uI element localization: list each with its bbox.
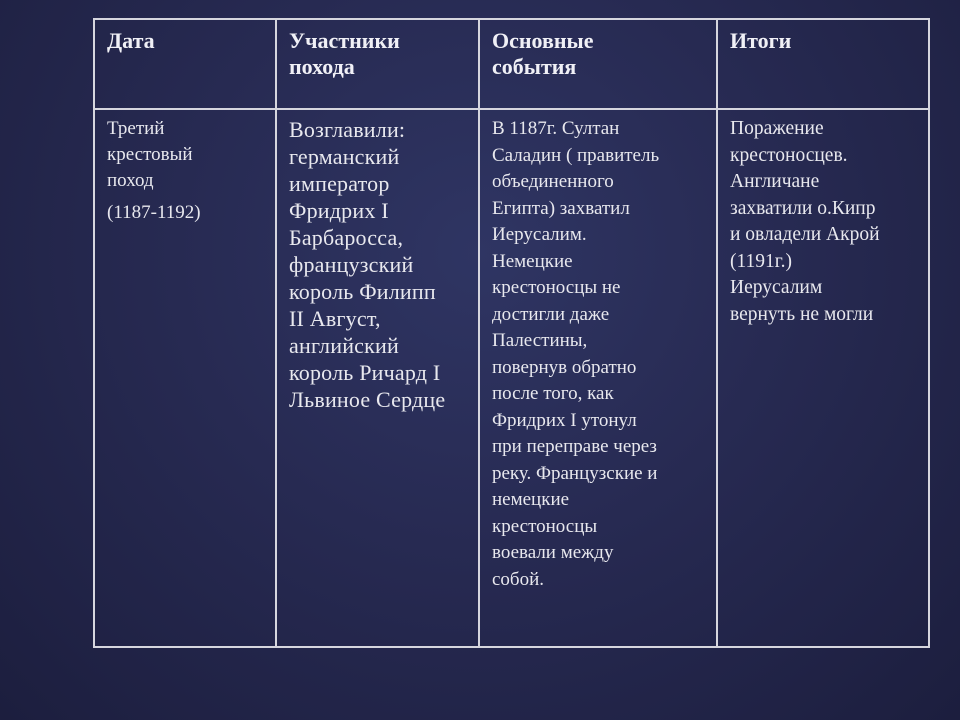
table-row xyxy=(94,109,929,647)
events-line: немецкие xyxy=(492,489,570,510)
events-line: Египта) захватил xyxy=(492,197,630,219)
events-line: воевали между xyxy=(492,542,614,563)
results-line: Иерусалим xyxy=(730,277,823,298)
crusade-table xyxy=(93,18,930,648)
header-row xyxy=(94,19,929,109)
participants-line: Львиное Сердце xyxy=(289,387,446,412)
participants-line: французский xyxy=(289,252,414,277)
participants-line: король Ричард I xyxy=(289,360,441,385)
events-line: достигли даже xyxy=(492,303,610,325)
events-line: В 1187г. Султан xyxy=(492,118,620,139)
header-participants-line: Участники xyxy=(289,28,400,53)
cell-participants xyxy=(276,109,479,647)
header-date xyxy=(94,19,276,109)
results-line: Англичане xyxy=(730,171,820,192)
header-participants-line: похода xyxy=(289,54,355,79)
cell-events xyxy=(479,109,717,647)
events-line: Немецкие xyxy=(492,250,573,272)
participants-line: король Филипп xyxy=(289,279,436,304)
results-line: (1191г.) xyxy=(730,250,792,272)
header-participants xyxy=(276,19,479,109)
events-line: при переправе через xyxy=(492,436,657,457)
events-line: после того, как xyxy=(492,383,614,404)
participants-line: Фридрих I xyxy=(289,198,389,223)
date-line: крестовый xyxy=(107,144,193,165)
results-line: крестоносцев. xyxy=(730,144,848,166)
header-results xyxy=(717,19,929,109)
results-line: вернуть не могли xyxy=(730,303,874,325)
header-events-line: Основные xyxy=(492,28,594,53)
participants-line: Возглавили: xyxy=(289,117,406,142)
events-line: крестоносцы xyxy=(492,515,598,537)
header-results-line: Итоги xyxy=(730,28,792,53)
events-line: собой. xyxy=(492,568,545,590)
participants-line: германский xyxy=(289,144,400,169)
events-line: объединенного xyxy=(492,171,614,192)
participants-line: II Август, xyxy=(289,306,381,331)
events-line: Иерусалим. xyxy=(492,224,587,245)
cell-results xyxy=(717,109,929,647)
events-line: реку. Французские и xyxy=(492,462,658,484)
events-line: повернув обратно xyxy=(492,356,637,378)
results-line: захватили о.Кипр xyxy=(730,197,876,219)
participants-line: Барбаросса, xyxy=(289,225,404,250)
results-line: и овладели Акрой xyxy=(730,224,880,245)
participants-line: английский xyxy=(289,333,399,358)
date-line: поход xyxy=(107,170,154,191)
cell-date xyxy=(94,109,276,647)
events-line: Саладин ( правитель xyxy=(492,144,660,166)
events-line: Палестины, xyxy=(492,330,588,351)
header-events-line: события xyxy=(492,54,577,79)
date-years: (1187-1192) xyxy=(107,202,201,223)
date-line: Третий xyxy=(107,118,165,139)
header-events xyxy=(479,19,717,109)
results-line: Поражение xyxy=(730,118,824,139)
participants-line: император xyxy=(289,171,390,196)
header-date-line: Дата xyxy=(107,28,155,53)
events-line: крестоносцы не xyxy=(492,277,621,298)
events-line: Фридрих I утонул xyxy=(492,409,637,431)
